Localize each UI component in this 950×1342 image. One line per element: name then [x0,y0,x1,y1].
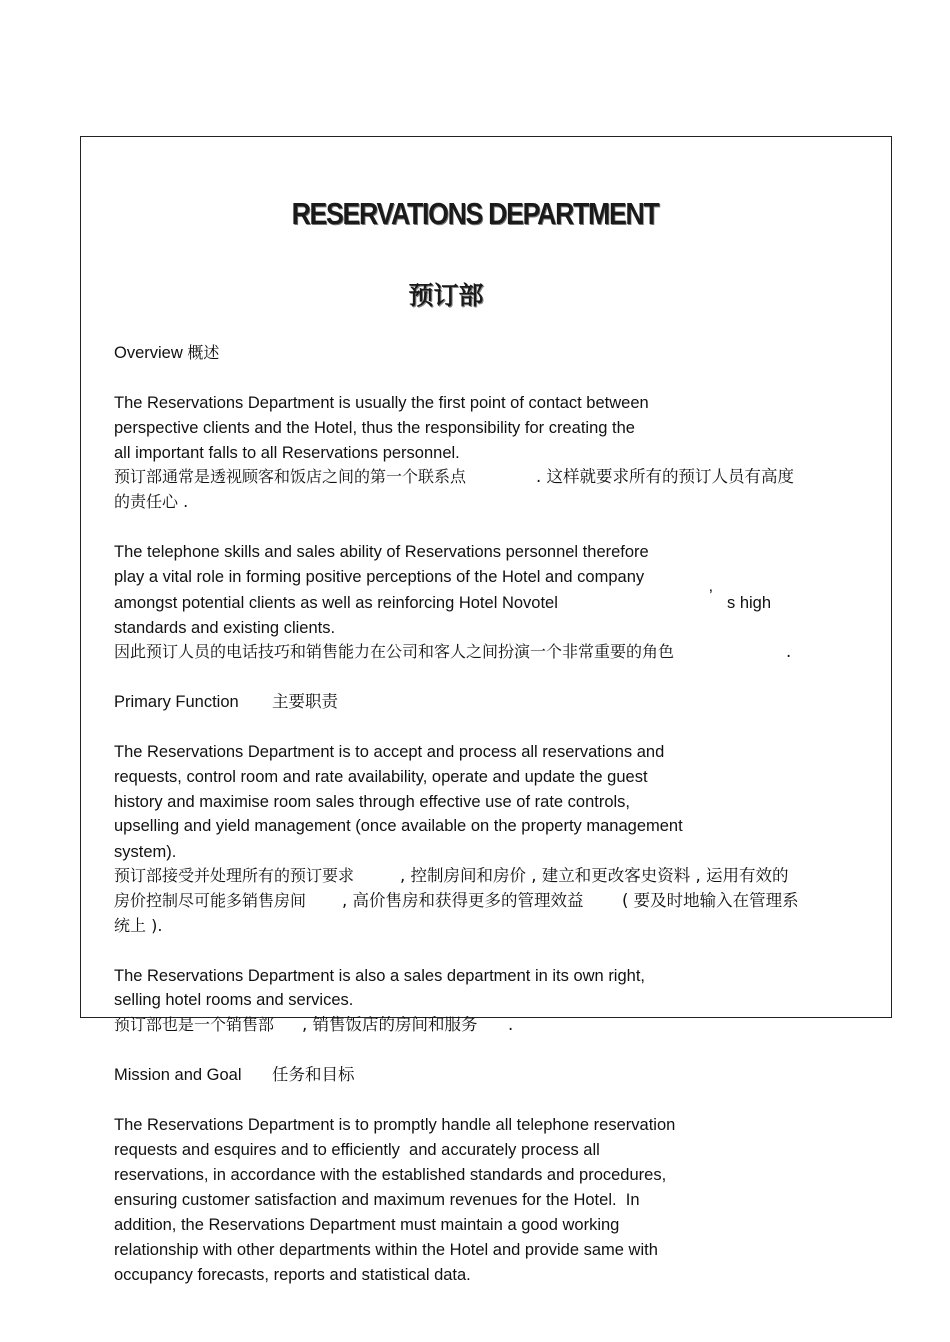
mission-p1-line: requests and esquires and to efficiently and accurately process all [114,1141,600,1159]
overview-heading-cn: 概述 [187,343,220,362]
overview-heading-en: Overview [114,344,183,362]
primary-heading [114,692,239,712]
primary-p1-line: system). [114,843,177,861]
primary-p1-line: upselling and yield management (once available on the property management [114,817,683,835]
mission-heading-cn: 任务和目标 [272,1065,355,1084]
overview-p1-cn-line: 的责任心 . [114,492,189,511]
mission-p1-line: occupancy forecasts, reports and statistical data. [114,1266,471,1284]
overview-heading [114,343,219,363]
primary-p1-line: history and maximise room sales through effective use of rate controls, [114,793,631,811]
primary-p1-cn-line: 统上 ). [114,916,163,935]
overview-p2-line: The telephone skills and sales ability of Reservations personnel therefore [114,543,649,561]
mission-p1-line: reservations, in accordance with the established standards and procedures, [114,1166,667,1184]
overview-p2-cn-line: 因此预订人员的电话技巧和销售能力在公司和客人之间扮演一个非常重要的角色 [114,642,675,661]
primary-p1-cn-line: , 控制房间和房价 , 建立和更改客史资料 , 运用有效的 [400,866,789,885]
mission-p1-line: The Reservations Department is to promptly handle all telephone reservation [114,1116,676,1134]
mission-heading [114,1065,241,1085]
primary-p1-line: requests, control room and rate availability, operate and update the guest [114,768,648,786]
overview-p1-cn-line: . 这样就要求所有的预订人员有高度 [536,467,794,486]
overview-p2-line: standards and existing clients. [114,619,336,637]
mission-heading-en: Mission and Goal [114,1066,242,1084]
overview-p2-line: play a vital role in forming positive perceptions of the Hotel and company [114,568,645,586]
overview-p1-line: all important falls to all Reservations personnel. [114,444,460,462]
primary-p2-line: selling hotel rooms and services. [114,991,354,1009]
primary-p2-line: The Reservations Department is also a sales department in its own right, [114,967,645,985]
primary-heading-en: Primary Function [114,693,239,711]
mission-p1-line: ensuring customer satisfaction and maximum revenues for the Hotel. In [114,1191,640,1209]
mission-p1-line: relationship with other departments within the Hotel and provide same with [114,1241,658,1259]
primary-p1-cn-line: ( 要及时地输入在管理系 [622,891,799,910]
overview-p1-line: perspective clients and the Hotel, thus the responsibility for creating the [114,419,635,437]
overview-p2-line: amongst potential clients as well as reinforcing Hotel Novotel [114,594,558,612]
overview-p2-line: s high [727,594,772,612]
primary-p1-cn-line: 预订部接受并处理所有的预订要求 [114,866,355,885]
primary-p1-cn-line: , 高价售房和获得更多的管理效益 [342,891,584,910]
primary-p1-line: The Reservations Department is to accept and process all reservations and [114,743,665,761]
primary-p2-cn-line: 预订部也是一个销售部 [114,1015,275,1034]
mission-p1-line: addition, the Reservations Department must maintain a good working [114,1216,620,1234]
overview-p2-cn-line: . [786,642,792,661]
primary-heading-cn: 主要职责 [272,692,338,711]
overview-p2-apostrophe: ’ [709,587,713,605]
primary-p2-cn-line: . [508,1015,514,1034]
primary-p2-cn-line: , 销售饭店的房间和服务 [302,1015,478,1034]
overview-p1-cn-line: 预订部通常是透视顾客和饭店之间的第一个联系点 [114,467,467,486]
page-title: RESERVATIONS DEPARTMENT [291,196,659,231]
primary-p1-cn-line: 房价控制尽可能多销售房间 [114,891,307,910]
overview-p1-line: The Reservations Department is usually the first point of contact between [114,394,649,412]
page-subtitle: 预订部 [408,281,484,310]
